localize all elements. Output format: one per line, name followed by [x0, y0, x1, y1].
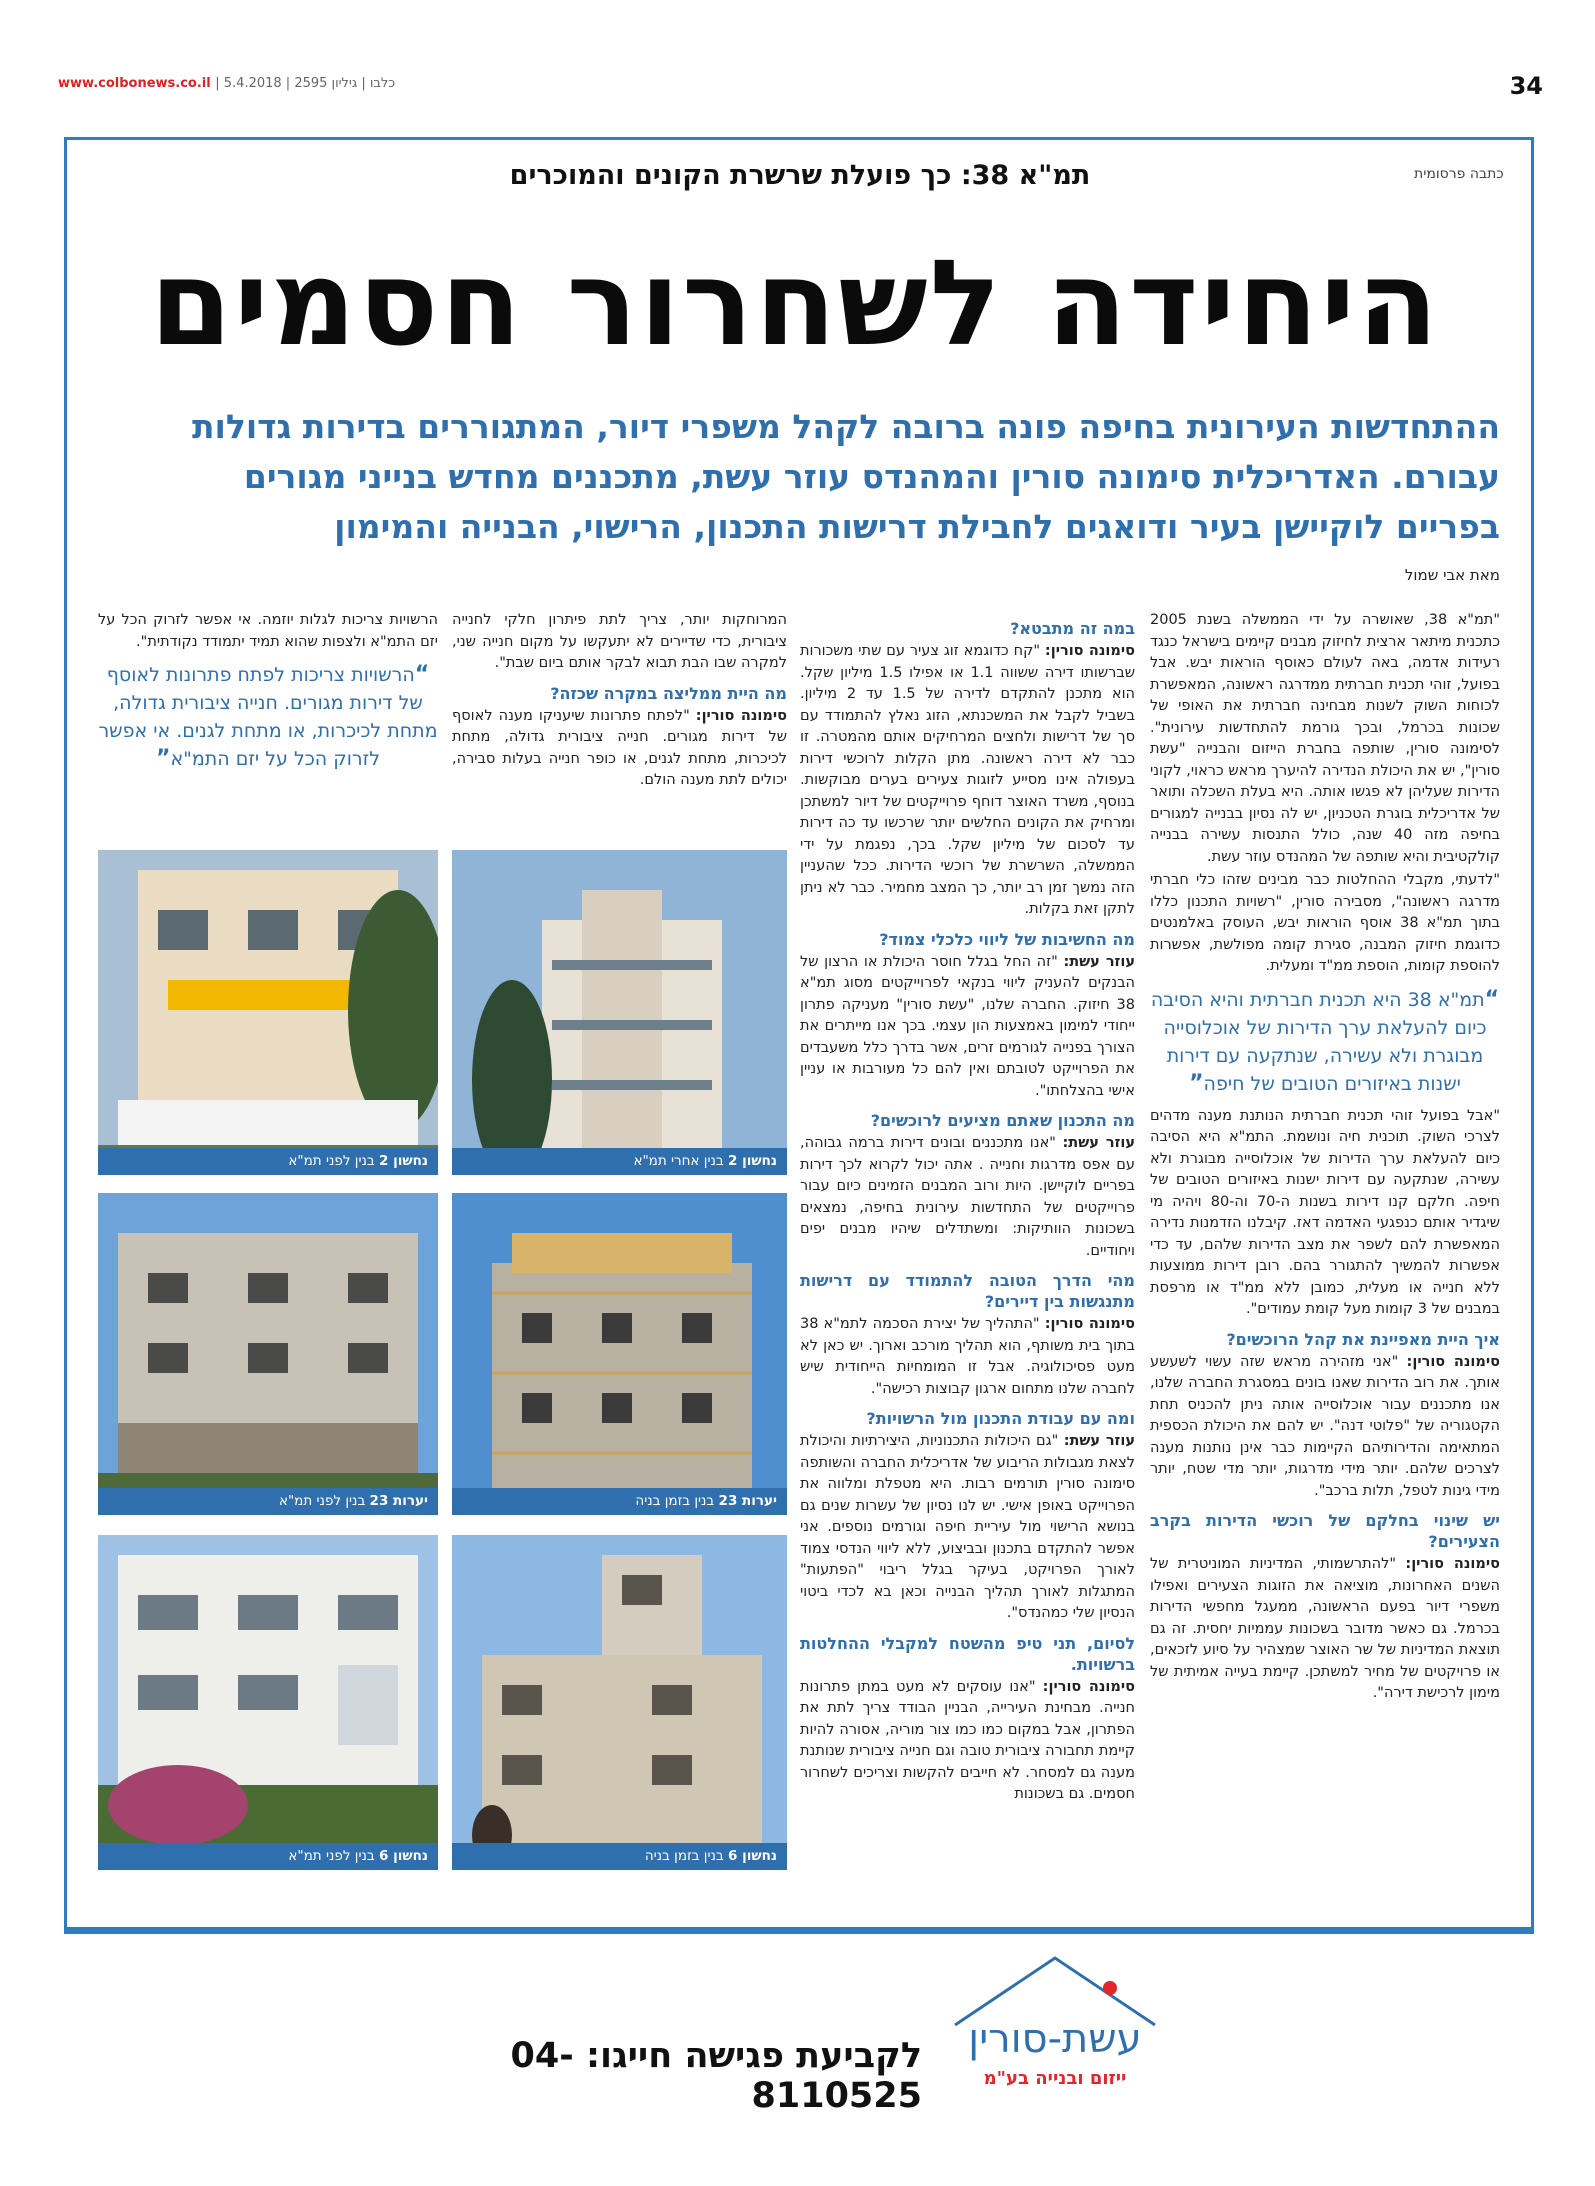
photo-nahshon2-after [452, 850, 787, 1175]
paragraph [1150, 1554, 1500, 1705]
paragraph-text: "להתרשמותי, המדיניות המוניטרית של השנים האחרונות, מוציאה את הזוגות הצעירים ואפילו משפרי דיור בפעם הראשונה, ממעגל מחפשי הדירות בכרמל. גם כאשר מדובר בשכונות עממיות יחסית. זה גם תוצאת המדיניות של שר האוצר שמצהיר על סיוע לזכאים, או פרויקטים של מחיר למשתכן. קיימת בעייה אמיתית של מימון לרכישת דירה". [1150, 1556, 1500, 1701]
photo-caption [98, 1148, 438, 1175]
pull-quote-text: הרשויות צריכות לפתח פתרונות לאוסף של דירות מגורים. חנייה ציבורית גדולה, מתחת לכיכרות, או מתחת לגנים. אי אפשר לזרוק הכל על יזם התמ"א [98, 664, 438, 770]
speaker: עוזר עשת: [1063, 953, 1135, 970]
subheading: במה זה מתבטא? [1010, 619, 1135, 638]
caption-place: נחשון 2 [727, 1153, 777, 1169]
column-4 [98, 610, 438, 830]
caption-place: נחשון 6 [727, 1848, 777, 1864]
paragraph: "תמ"א 38, שאושרה על ידי הממשלה בשנת 2005 כתכנית מיתאר ארצית לחיזוק מבנים קיימים בישראל כנגד רעידות אדמה, באה לעולם כאוסף הוראות יבש. אבל בפועל, זוהי תכנית חברתית ממדרגה ראשונה, המאפשרת לכוחות השוק לשנות מבחינה חברתית את האופי של שכונות בכרמל, ובכך גורמת להתחדשות עירונית". לסימונה סורין, שותפה בחברת הייזום והבנייה "עשת סורין", יש את היכולת הנדירה להיערך מראש כראוי, לקוני הדירות שעליהן לא פגשו אותה. היא בעלת השכלה ותואר של אדריכלית בוגרת הטכניון, יש לה נסיון בבנייה למגורים בחיפה מזה 40 שנה, כולל התנסות עשירה בבנייה קולקטיבית והיא שותפה של המהנדס עוזר עשת. [1150, 612, 1500, 865]
speaker: סימונה סורין: [1044, 1316, 1135, 1332]
photo-caption [452, 1488, 787, 1515]
page-number: 34 [1509, 72, 1543, 100]
speaker: סימונה סורין: [1042, 1678, 1135, 1695]
pull-quote [98, 661, 438, 773]
caption-desc: בנין לפני תמ"א [288, 1153, 375, 1169]
speaker: סימונה סורין: [1405, 1556, 1500, 1572]
column-2 [800, 610, 1135, 1900]
company-logo [935, 1950, 1175, 2100]
paragraph: המרוחקות יותר, צריך לתת פיתרון חלקי לחנייה ציבורית, כדי שדיירים לא יתעקשו על מקום חנייה שני, למקרה שבו הבת תבוא לבקר אותם ביום שבת". [452, 612, 787, 671]
speaker: סימונה סורין: [695, 707, 787, 724]
building-image [452, 850, 787, 1175]
photo-nahshon6-construction [452, 1535, 787, 1870]
paragraph [800, 1314, 1135, 1400]
paragraph-text: "זה החל בגלל חוסר היכולת או הרצון של הבנקים להעניק ליווי בנקאי לפרוייקטים מסוג תמ"א 38 חיזוק. החברה שלנו, "עשת סורין" מעניקה פתרון ייחודי למימון באמצעות הון עצמי. בכך אנו מייתרים את הצורך בפנייה לגורמים זרים, אשר בדרך כלל משעבדים את הפרוייקט לטובתם ואין להם כל מעורבות או עניין אישי בהצלחתו". [800, 953, 1135, 1099]
building-image [452, 1535, 787, 1870]
paragraph-text: "לפתח פתרונות שיעניקו מענה לאוסף של דירות מגורים. חנייה ציבורית גדולה, מתחת לכיכרות, מתחת לגנים, או כופר חנייה בעלות סבירה, יכולים לתת מענה הולם. [452, 707, 787, 788]
caption-desc: בנין לפני תמ"א [288, 1848, 375, 1864]
quote-mark-icon: “ [414, 662, 430, 687]
photo-caption [98, 1488, 438, 1515]
subheading: מהי הדרך הטובה להתמודד עם דרישות מתנגשות בין דיירים? [800, 1271, 1135, 1311]
speaker: סימונה סורין: [1044, 643, 1135, 659]
subheading: לסיום, תני טיפ מהשטח למקבלי ההחלטות ברשויות. [800, 1633, 1135, 1674]
advertorial-label: כתבה פרסומית [1414, 166, 1504, 182]
paragraph-text: "אני מזהירה מראש שזה עשוי לשעשע אותך. את רוב הדירות שאנו בונים במסגרת החברה שלנו, אנו מתכננים עבור אוכלוסייה אותה ניתן להכניס תחת הקטגוריה של "פלוטי דנה". יש להם את היכולת הכספית המתאימה והדירותיהם הקיימות כבר אינן נותנות מענה לצרכים שלהם. יותר מידי מדרגות, יותר מדי שטח, יותר מידי גינות לטפל, תלות ברכב". [1150, 1353, 1500, 1499]
site-url[interactable] [58, 76, 395, 91]
quote-mark-icon: ” [1189, 1070, 1204, 1096]
headline: היחידה לשחרור חסמים [149, 234, 1441, 372]
building-image [98, 1193, 438, 1515]
photo-nahshon6-before [98, 1535, 438, 1870]
building-image [452, 1193, 787, 1515]
paragraph [800, 1677, 1135, 1806]
paragraph [452, 706, 787, 792]
logo-name: עשת-סורין [968, 2016, 1142, 2062]
paragraph-text: "אנו מתכננים ובונים דירות ברמה גבוהה, עם אפס מדרגות וחנייה . אתה יכול לקרוא לכך דירות בפריים לוקיישן. היות ורוב המבנים הזמינים כיום עבור פרוייקטים של התחדשות עירונית בחיפה, נמצאים בשכונות הוותיקות: ומשתדלים שיהיו מבנים יפים ויחודיים. [800, 1135, 1135, 1259]
footer-rule [64, 1930, 1534, 1934]
url-text[interactable]: www.colbonews.co.il [58, 76, 211, 91]
photo-yearot23-construction [452, 1193, 787, 1515]
paragraph-text: "גם היכולות התכנוניות, היצירתיות והיכולת לצאת מגבולות הריבוע של אדריכלית החברה והשותפה סימונה סורין תורמים רבות. היא מטפלת ומלווה את הפרוייקט באופן אישי. יש לנו נסיון של עשרות שנים גם בנושא הרישוי מול עיריית חיפה וגורמים נוספים. אני אפשר להתקדם בתכנון ובביצוע, ללא ליווי הנדסי צמוד לאורך הפרויקט, בעיקר בגלל ריבוי "הפתעות" המתגלות לאורך תהליך הבנייה וכאן בא לכדי ביטוי הנסיון שלי כמהנדס". [800, 1433, 1135, 1621]
speaker: עוזר עשת: [1063, 1433, 1135, 1449]
photo-caption [452, 1843, 787, 1870]
photo-caption [98, 1843, 438, 1870]
call-to-action[interactable]: לקביעת פגישה חייגו: 04-8110525 [510, 2036, 922, 2116]
building-image [98, 1535, 438, 1870]
paragraph [800, 1133, 1135, 1262]
paragraph [1150, 1352, 1500, 1503]
paragraph-text: "אנו עוסקים לא מעט במתן פתרונות חנייה. מבחינת העירייה, הבניין הבודד צריך לתת את הפתרון, אבל במקום כמו כמו צור מוריה, אסורה להיות קיימת תחבורה ציבורית טובה וגם חנייה ציבורית שנותנת מענה גם למסחר. לא חייבים להקשות וצריכים לשחרור חסמים. גם בשכונות [800, 1678, 1135, 1802]
quote-mark-icon: ” [155, 746, 171, 771]
paragraph: "לדעתי, מקבלי ההחלטות כבר מבינים שזהו כלי חברתי מדרגה ראשונה", מסבירה סורין, "רשויות התכנון כללו בתוך תמ"א 38 אוסף הוראות יבש, העוסק באלמנטים כדוגמת חיזוק המבנה, סגירת קומה מפולשת, אפשרות להוספת קומות, הוספת ממ"ד ומעלית. [1150, 872, 1500, 974]
column-1 [1150, 610, 1500, 1900]
caption-place: נחשון 6 [378, 1848, 428, 1864]
caption-place: יערות 23 [718, 1493, 777, 1509]
pull-quote [1150, 986, 1500, 1098]
building-image [98, 850, 438, 1175]
subheading: איך היית מאפיינת את קהל הרוכשים? [1226, 1329, 1500, 1349]
subheading: מה התכנון שאתם מציעים לרוכשים? [870, 1111, 1135, 1130]
subheading: מה החשיבות של ליווי כלכלי צמוד? [879, 929, 1135, 949]
quote-mark-icon: “ [1484, 986, 1500, 1012]
byline: מאת אבי שמול [1404, 566, 1500, 584]
photo-yearot23-before [98, 1193, 438, 1515]
photo-caption [452, 1148, 787, 1175]
paragraph [800, 641, 1135, 921]
caption-desc: בנין בזמן בניה [635, 1493, 715, 1509]
logo-subtitle: ייזום ובנייה בע"מ [983, 2068, 1127, 2089]
paragraph: הרשויות צריכות לגלות יוזמה. אי אפשר לזרוק הכל על יזם התמ"א ולצפות שהוא תמיד יתמודד נקודתית". [98, 612, 438, 650]
issue-meta: | כלבו | גיליון 2595 | 5.4.2018 [215, 76, 396, 91]
caption-place: נחשון 2 [378, 1153, 428, 1169]
caption-desc: בנין אחרי תמ"א [633, 1153, 724, 1169]
paragraph [800, 1431, 1135, 1625]
lead-paragraph: ההתחדשות העירונית בחיפה פונה ברובה לקהל משפרי דיור, המתגוררים בדירות גדולות עבורם. האדריכלית סימונה סורין והמהנדס עוזר עשת, מתכננים מחדש בנייני מגורים בפריים לוקיישן בעיר ודואגים לחבילת דרישות התכנון, הרישוי, הבנייה והמימון [192, 407, 1500, 546]
photo-nahshon2-before [98, 850, 438, 1175]
caption-place: יערות 23 [369, 1493, 428, 1509]
speaker: סימונה סורין: [1406, 1353, 1500, 1370]
paragraph: "אבל בפועל זוהי תכנית חברתית הנותנת מענה מדהים לצרכי השוק. תוכנית חיה ונושמת. התמ"א היא הסיבה כיום להעלאת ערך הדירות של אוכלוסייה מבוגרת ולא עשירה, שנתקעה עם דירות ישנות באיזורים הטובים של חיפה. חלקם קנו דירות בשנות ה-70 וה-80 ויהיה מי שיגדיר אותם כנפגעי האדמה דאז. קיבלנו הזדמנות נדירה המאפשרת להם לשפר את מצב הדירות שלהם, עד כדי אפשרות להמשיך להתגורר בהם. רובן דירות ממוצעות ללא חנייה או מעלית, כמובן ללא ממ"ד או מרפסת במבנים של 3 קומות מעל קומת עמודים". [1150, 1107, 1500, 1317]
subheading: מה היית ממליצה במקרה שכזה? [550, 683, 787, 703]
column-3 [452, 610, 787, 820]
subheading: ומה עם עבודת התכנון מול הרשויות? [866, 1409, 1135, 1428]
kicker: תמ"א 38: כך פועלת שרשרת הקונים והמוכרים [509, 160, 1091, 191]
paragraph-text: "קח כדוגמא זוג צעיר עם שתי משכורות שברשותו דירה ששווה 1.1 או אפילו 1.5 מיליון שקל. הוא מתכנן להתקדם לדירה של 1.5 עד 2 מיליון. בשביל לקבל את המשכנתא, הזוג נאלץ להתמודד עם סך של דרישות ולחצים המרחיקים אותם מהמטרה. זו כבר לא דירה ראשונה. מתן הקלות לרוכשי דירות בעפולה אינו מסייע לזוגות צעירים בערים מבוקשות. בנוסף, משרד האוצר דוחף פרוייקטים של דיור למשתכן ומרחיק את הקונים החלשים יותר שרכשו עד כה דירות עד לסכום של מיליון שקל. בכך, נפגמת על ידי הממשלה, השרשרת של רוכשי הדירות. ככל שהעניין הזה נמשך זמן רב יותר, כך המצב מחמיר. כבר לא ניתן לתקן זאת בקלות. [800, 643, 1135, 917]
paragraph-text: "התהליך של יצירת הסכמה לתמ"א 38 בתוך בית משותף, הוא תהליך מורכב וארוך. יש כאן לא מעט פסיכולוגיה. אבל זו המומחיות הייחודית שיש לחברה שלנו מתחום ארגון קבוצות רכישה". [800, 1316, 1135, 1397]
caption-desc: בנין לפני תמ"א [278, 1493, 366, 1509]
pull-quote-text: תמ"א 38 היא תכנית חברתית והיא הסיבה כיום להעלאת ערך הדירות של אוכלוסייה מבוגרת ולא עשירה, שנתקעה עם דירות ישנות באיזורים הטובים של חיפה [1150, 988, 1487, 1095]
paragraph [800, 952, 1135, 1103]
speaker: עוזר עשת: [1062, 1135, 1135, 1151]
subheading: יש שינוי בחלקם של רוכשי הדירות בקרב הצעירים? [1150, 1511, 1500, 1551]
caption-desc: בנין בזמן בניה [644, 1848, 724, 1864]
